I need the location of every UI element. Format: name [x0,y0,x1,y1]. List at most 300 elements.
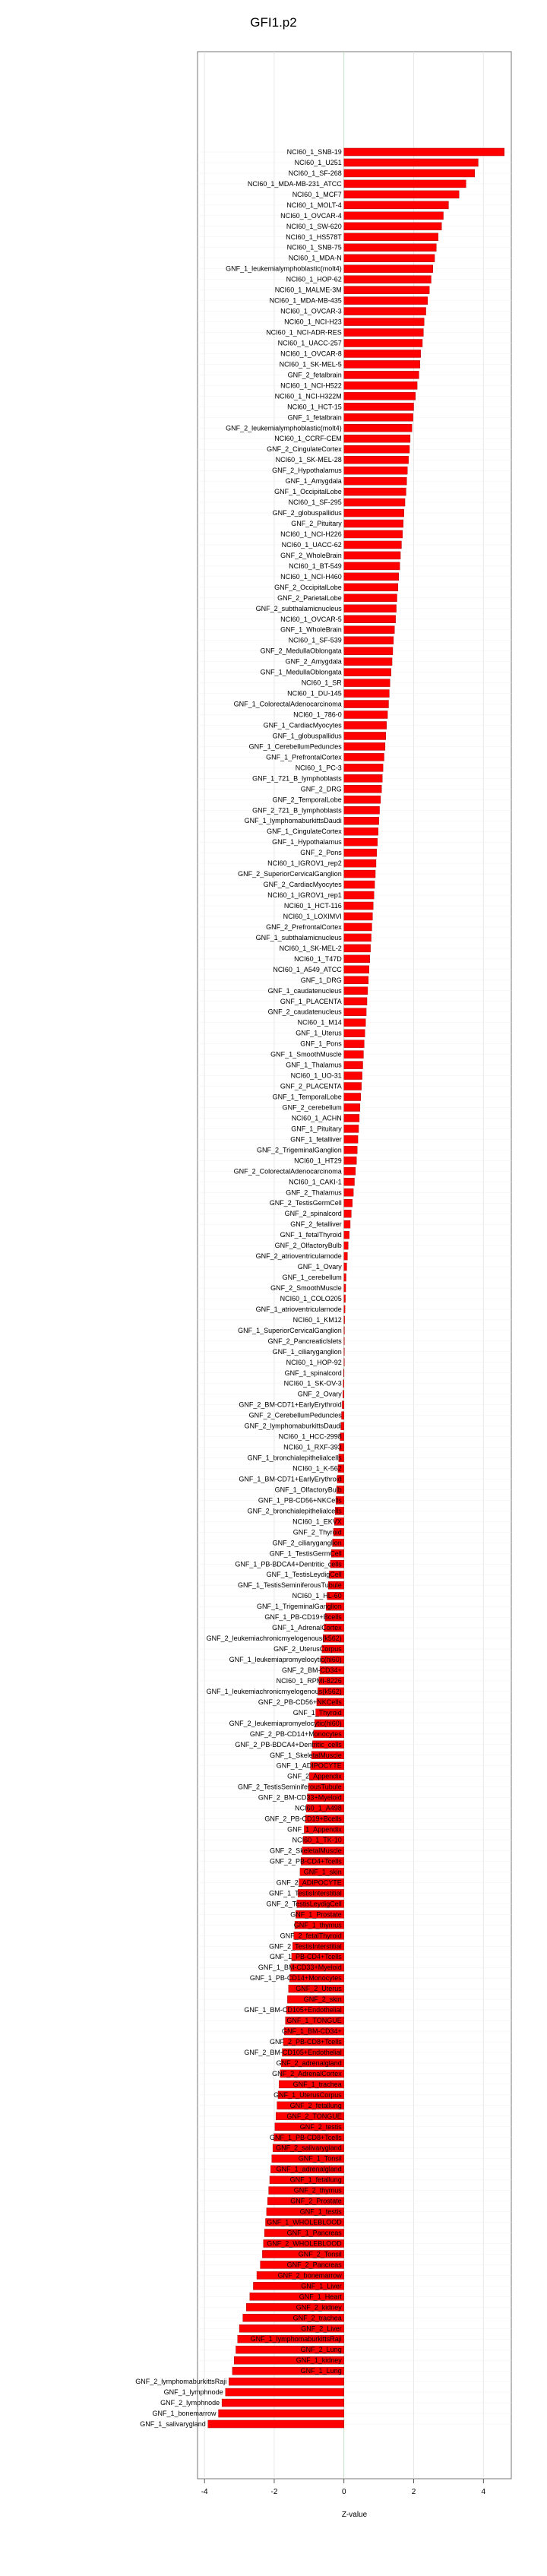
category-label: GNF_2_Hypothalamus [272,467,342,475]
bar [344,998,367,1005]
bar [344,148,504,156]
bar [344,849,377,856]
bar [344,923,372,931]
category-label: GNF_2_TestisLeydigCell [266,1900,342,1908]
category-label: GNF_2_UterusCorpus [274,1645,342,1654]
category-label: GNF_2_MedullaOblongata [260,647,342,655]
category-label: NCI60_1_HL-60 [292,1592,342,1600]
category-label: GNF_1_TONGUE [286,2017,342,2025]
bar [344,1316,345,1324]
category-label: GNF_2_ciliaryganglion [272,1539,342,1547]
category-label: GNF_1_WHOLEBLOOD [267,2218,342,2226]
category-label: GNF_2_Lung [300,2346,342,2354]
category-label: GNF_2_Liver [301,2324,342,2333]
bar [344,488,406,495]
category-label: GNF_2_TrigeminalGanglion [257,1146,342,1154]
bar [344,339,422,347]
category-label: GNF_1_UterusCorpus [274,2090,342,2099]
bar [344,435,410,442]
category-label: GNF_1_spinalcord [284,1369,342,1377]
bar [344,392,416,400]
category-label: NCI60_1_SK-MEL-5 [279,360,342,369]
bar [344,159,479,166]
category-label: NCI60_1_UACC-257 [277,339,342,347]
category-label: GNF_1_thymus [293,1921,342,1929]
category-label: GNF_2_BM-CD71+EarlyErythroid [239,1400,342,1409]
bar [344,934,372,941]
category-label: GNF_2_ParietalLobe [277,593,342,602]
bar [344,1051,364,1059]
category-label: NCI60_1_MALME-3M [274,286,342,294]
category-label: GNF_1_leukemiachronicmyelogenous(k562) [206,1687,342,1695]
category-label: GNF_2_Thalamus [286,1188,342,1197]
bar [344,467,408,474]
category-label: GNF_2_subthalamicnucleus [255,604,342,612]
category-label: GNF_1_lymphomaburkittsRaji [250,2335,342,2343]
category-label: GNF_2_Thyroid [292,1528,342,1536]
category-label: GNF_2_cerebellum [282,1103,342,1112]
category-label: GNF_1_leukemiapromyelocytic(hl60) [229,1656,342,1664]
category-label: NCI60_1_HOP-62 [286,275,342,283]
bar [344,456,409,464]
category-label: NCI60_1_NCI-H322M [274,392,342,400]
bar [344,913,373,920]
category-label: GNF_1_Amygdala [285,477,342,486]
category-label: GNF_1_AdrenalCortex [272,1624,342,1632]
bar [344,721,387,729]
category-label: GNF_1_TestisLeydigCell [266,1571,342,1579]
category-label: GNF_2_leukemiapromyelocytic(hl60) [229,1719,342,1727]
category-label: NCI60_1_HS578T [286,233,342,241]
bar [344,520,403,527]
category-label: GNF_2_thymus [293,2186,342,2195]
category-label: NCI60_1_NCI-H522 [280,381,342,390]
category-label: GNF_2_testis [299,2122,342,2131]
category-label: NCI60_1_HOP-92 [286,1358,342,1366]
category-label: GNF_1_Tonsil [298,2154,342,2163]
category-label: GNF_2_skin [303,1995,342,2004]
bar [344,1040,365,1048]
category-label: NCI60_1_NCI-ADR-RES [266,328,342,337]
bar [344,637,394,644]
bar [344,1072,362,1080]
x-axis [201,2479,486,2496]
category-label: GNF_2_Pituitary [291,520,342,528]
category-label: GNF_1_CardiacMyocytes [263,721,342,729]
bar [344,308,426,315]
bar [344,477,407,485]
bar [344,1083,362,1090]
category-label: NCI60_1_SNB-19 [286,148,342,156]
category-label: GNF_1_Pancreas [286,2229,342,2237]
category-label: GNF_2_AdrenalCortex [272,2069,342,2078]
category-label: GNF_2_TestisGermCell [269,1199,342,1207]
bar [344,605,397,612]
category-label: NCI60_1_SNB-75 [286,243,342,252]
category-label: GNF_2_PB-CD56+NKCells [258,1698,342,1706]
category-label: GNF_1_Thalamus [286,1061,342,1069]
bar [344,669,391,676]
x-tick-label: 0 [341,2488,346,2496]
category-label: GNF_2_Uterus [296,1985,342,1993]
category-label: GNF_2_WholeBrain [280,551,342,559]
category-label: GNF_1_Uterus [296,1029,342,1037]
category-label: GNF_1_testis [299,2207,342,2216]
category-label: GNF_1_BM-CD34+ [281,2027,342,2036]
category-label: NCI60_1_IGROV1_rep2 [267,859,342,868]
bar [344,1305,345,1313]
category-label: GNF_1_SmoothMuscle [270,1050,342,1059]
category-label: NCI60_1_KM12 [292,1315,342,1324]
category-label: NCI60_1_NCI-H460 [280,572,342,581]
x-axis-title: Z-value [341,2511,368,2519]
category-label: NCI60_1_NCI-H226 [280,530,342,538]
category-label: NCI60_1_SF-295 [288,498,342,507]
category-label: GNF_2_PB-CD19+Bcells [264,1815,342,1823]
category-label: GNF_1_PB-CD14+Monocytes [249,1974,342,1983]
category-label: NCI60_1_RPMI-8226 [276,1676,342,1685]
category-label: GNF_1_PB-CD19+Bcells [264,1613,342,1622]
category-label: GNF_1_MedullaOblongata [260,668,342,676]
bar [344,966,369,973]
bar [344,381,417,389]
bar [344,870,375,878]
category-label: GNF_1_TrigeminalGanglion [257,1603,342,1611]
category-label: GNF_1_fetalliver [290,1135,342,1144]
category-label: GNF_1_Liver [301,2282,342,2290]
category-label: GNF_1_kidney [296,2356,342,2365]
bar [344,647,393,655]
category-label: GNF_2_ADIPOCYTE [276,1878,342,1887]
category-label: GNF_2_PB-CD4+Tcells [269,1857,342,1866]
category-label: GNF_1_subthalamicnucleus [255,933,342,941]
bar [344,732,386,739]
category-label: GNF_2_fetallung [289,2101,342,2109]
bar [344,191,459,198]
bar [344,552,400,559]
bar [344,1093,361,1100]
bar [344,891,374,899]
category-label: GNF_1_fetallung [289,2176,342,2184]
x-tick-label: -2 [270,2488,278,2496]
category-label: NCI60_1_OVCAR-4 [280,211,342,220]
category-label: GNF_2_TONGUE [286,2112,342,2120]
category-label: NCI60_1_UACC-62 [281,540,342,549]
category-label: NCI60_1_SW-620 [286,222,342,230]
category-label: NCI60_1_RXF-393 [283,1443,342,1451]
x-tick-label: 2 [411,2488,416,2496]
bar [344,1199,353,1207]
bar [344,616,396,623]
category-label: GNF_1_bonemarrow [152,2410,217,2418]
category-label: GNF_1_adrenalgland [276,2165,342,2173]
bar [344,1178,355,1185]
bar [344,350,421,357]
category-label: NCI60_1_IGROV1_rep1 [267,891,342,900]
bar [344,806,380,814]
category-label: GNF_1_ciliaryganglion [272,1347,342,1356]
bar [344,1103,360,1111]
category-label: GNF_1_PB-CD8+Tcells [269,2133,342,2141]
category-label: NCI60_1_T47D [294,954,342,963]
bar [344,902,374,910]
category-label: NCI60_1_M14 [297,1018,342,1027]
category-label: GNF_1_OlfactoryBulb [274,1486,342,1494]
category-label: GNF_2_fetalThyroid [280,1932,342,1940]
category-label: GNF_1_BM-CD105+Endothelial [244,2006,342,2014]
category-label: GNF_2_Appendix [287,1772,342,1780]
bar [343,1369,344,1377]
category-label: GNF_2_WHOLEBLOOD [267,2239,342,2248]
category-label: NCI60_1_LOXIMVI [283,912,342,920]
category-label: NCI60_1_UO-31 [290,1071,342,1080]
bar [344,244,437,252]
category-label: NCI60_1_HCT-116 [283,902,342,910]
bar [344,1114,359,1122]
category-label: GNF_2_Pancreaticlslets [267,1337,342,1345]
category-label: GNF_2_BM-CD33+Myeloid [258,1793,342,1802]
bar [344,573,399,581]
category-label: GNF_2_bonemarrow [277,2271,342,2280]
category-label: NCI60_1_CAKI-1 [289,1178,342,1186]
chart-title: GFI1.p2 [250,15,297,30]
category-label: GNF_1_SkeletalMuscle [270,1751,342,1759]
bar [344,1135,358,1143]
category-label: GNF_1_TestisInterstitial [269,1889,342,1897]
bar [342,1401,343,1409]
category-label: GNF_1_PB-CD4+Tcells [269,1953,342,1961]
bar [344,742,385,750]
category-label: GNF_2_Pons [300,849,342,857]
bar [344,1242,349,1249]
category-label: GNF_1_Prostate [290,1910,342,1919]
category-label: NCI60_1_BT-549 [289,562,342,570]
category-label: NCI60_1_SK-OV-3 [283,1379,342,1388]
bar [344,1062,363,1069]
bar [344,1348,345,1356]
category-label: GNF_2_Prostate [290,2197,342,2205]
bar [344,1284,346,1292]
category-label: NCI60_1_MOLT-4 [286,201,342,209]
category-label: GNF_2_caudatenucleus [267,1008,342,1016]
category-label: GNF_1_SuperiorCervicalGanglion [238,1326,342,1334]
bar [344,201,449,209]
category-label: GNF_1_CerebellumPeduncles [248,742,342,751]
category-label: GNF_2_spinalcord [284,1210,342,1218]
category-label: GNF_2_lymphomaburkittsRaji [135,2378,227,2386]
bar [344,212,444,220]
bar [344,403,414,410]
bar [344,541,402,549]
category-label: GNF_1_OccipitalLobe [274,488,342,496]
category-label: GNF_1_CingulateCortex [267,828,342,836]
category-label: GNF_2_OlfactoryBulb [274,1242,342,1250]
category-label: NCI60_1_CCRF-CEM [274,435,342,443]
category-label: GNF_1_Ovary [297,1263,342,1271]
bar [344,445,409,453]
category-label: NCI60_1_ACHN [291,1114,342,1122]
category-label: GNF_1_fetalbrain [287,413,342,422]
category-label: GNF_1_Thyroid [292,1708,342,1717]
category-label: GNF_2_atrioventricularnode [255,1252,342,1261]
category-label: GNF_2_CingulateCortex [267,445,342,454]
category-label: GNF_2_BM-CD105+Endothelial [244,2048,342,2056]
category-label: NCI60_1_SR [301,679,342,687]
category-label: GNF_2_SmoothMuscle [270,1284,342,1292]
bar [344,1274,346,1281]
category-label: GNF_2_721_B_lymphoblasts [252,806,342,815]
category-label: GNF_2_leukemialymphoblastic(molt4) [226,424,342,432]
bar [344,838,378,846]
category-label: GNF_1_TemporalLobe [272,1093,342,1101]
category-label: GNF_1_PB-CD56+NKCells [258,1496,342,1505]
bar [344,987,368,995]
category-label: GNF_2_salivarygland [276,2144,342,2152]
category-label: GNF_2_lymphnode [160,2399,220,2407]
bar [344,1295,346,1302]
category-label: GNF_1_leukemialymphoblastic(molt4) [226,264,342,273]
category-label: NCI60_1_OVCAR-8 [280,350,342,358]
category-label: GNF_1_Heart [299,2293,342,2301]
bar [344,562,400,570]
category-label: GNF_2_PLACENTA [280,1082,342,1090]
category-label: NCI60_1_SK-MEL-28 [275,456,342,464]
category-label: NCI60_1_OVCAR-5 [280,615,342,623]
category-label: GNF_1_Appendix [287,1825,342,1834]
bar [344,180,466,188]
category-label: GNF_1_trachea [292,2080,342,2088]
category-label: GNF_2_Tonsil [298,2250,342,2258]
bar [344,955,370,963]
x-tick-label: 4 [481,2488,486,2496]
bar [344,1030,365,1037]
bar [344,828,378,835]
bar [344,223,441,230]
category-label: GNF_2_Pancreas [286,2261,342,2269]
bar [344,360,420,368]
bar [344,1359,345,1366]
category-label: GNF_1_cerebellum [282,1274,342,1282]
bar [226,2388,344,2396]
category-label: GNF_2_DRG [300,785,342,793]
category-label: GNF_2_SkeletalMuscle [270,1847,342,1855]
bar [344,297,428,305]
bar [344,413,413,421]
bar [344,817,379,824]
category-label: NCI60_1_COLO205 [280,1294,342,1302]
bar [344,785,382,793]
category-label: GNF_2_TestisInterstitial [269,1942,342,1951]
category-label: GNF_2_PrefrontalCortex [266,922,342,931]
bar [229,2378,343,2385]
category-label: GNF_1_Pons [300,1040,342,1048]
category-label: GNF_1_TestisGermCell [269,1549,342,1558]
category-label: GNF_2_OccipitalLobe [274,583,342,591]
bar [344,424,412,432]
bar [344,796,381,803]
x-tick-label: -4 [201,2488,208,2496]
category-label: NCI60_1_HCC-2998 [278,1432,342,1441]
category-label: GNF_1_Hypothalamus [272,838,342,847]
bar [344,1337,345,1345]
category-label: GNF_2_SuperiorCervicalGanglion [238,870,342,878]
bar [344,584,398,591]
category-label: NCI60_1_K-562 [292,1464,342,1473]
category-label: GNF_1_PB-BDCA4+Dentritic_cells [235,1560,342,1568]
category-label: GNF_2_BM-CD34+ [281,1666,342,1674]
category-label: GNF_2_PB-CD8+Tcells [269,2038,342,2046]
category-label: GNF_1_721_B_lymphoblasts [252,774,342,783]
category-label: GNF_1_lymphnode [163,2388,223,2397]
category-label: NCI60_1_EKVX [292,1517,342,1526]
bar [344,509,404,517]
category-label: GNF_1_atrioventricularnode [255,1305,342,1313]
bar [344,1220,350,1228]
bar [344,753,384,761]
category-label: GNF_1_caudatenucleus [267,986,342,995]
bar [344,1008,366,1016]
category-label: GNF_2_Amygdala [285,657,342,666]
bar [344,1210,352,1217]
category-label: NCI60_1_MDA-MB-435 [269,296,342,305]
bar [344,881,375,888]
category-label: GNF_1_ADIPOCYTE [276,1761,342,1770]
category-label: GNF_1_salivarygland [140,2420,206,2428]
category-label: GNF_2_fetalbrain [287,371,342,379]
category-label: GNF_2_bronchialepithelialcells [247,1507,342,1515]
category-label: GNF_1_DRG [300,976,342,984]
category-label: GNF_1_ColorectalAdenocarcinoma [233,700,342,708]
category-label: NCI60_1_PC-3 [295,764,342,772]
bar [222,2399,344,2407]
bar [344,233,438,241]
category-label: NCI60_1_NCI-H23 [284,318,342,326]
category-label: NCI60_1_786-0 [293,710,342,719]
category-label: GNF_2_fetalliver [290,1220,342,1229]
bar [208,2420,344,2428]
category-label: GNF_2_ColorectalAdenocarcinoma [233,1167,342,1176]
bar [344,530,403,538]
bar [344,276,432,283]
category-label: NCI60_1_HT29 [294,1157,342,1165]
category-label: GNF_1_WholeBrain [280,625,342,634]
category-label: NCI60_1_MCF7 [292,190,342,198]
bar [344,1157,357,1164]
category-label: GNF_1_Pituitary [291,1125,342,1133]
bar [344,255,435,262]
bar [343,1380,344,1388]
category-label: GNF_2_leukemiachronicmyelogenous(k562) [206,1635,342,1643]
category-label: GNF_1_bronchialepithelialcells [247,1454,342,1462]
bar [344,1125,359,1132]
category-label: NCI60_1_SF-268 [288,169,342,177]
bar [344,690,390,698]
bar [344,318,425,326]
bar [344,679,390,687]
category-label: GNF_2_PB-BDCA4+Dentritic_cells [235,1740,342,1748]
bar [344,626,395,634]
category-label: NCI60_1_DU-145 [287,689,342,698]
bar [344,1263,347,1271]
bar [344,169,475,177]
category-label: GNF_1_lymphomaburkittsDaudi [244,817,342,825]
category-label: GNF_2_trachea [292,2314,342,2322]
category-label: GNF_2_CerebellumPeduncles [248,1411,342,1419]
category-label: NCI60_1_A498 [295,1804,342,1812]
category-label: GNF_1_PrefrontalCortex [266,753,342,761]
category-label: GNF_1_BM-CD33+Myeloid [258,1964,342,1972]
category-label: GNF_2_Ovary [297,1390,342,1398]
